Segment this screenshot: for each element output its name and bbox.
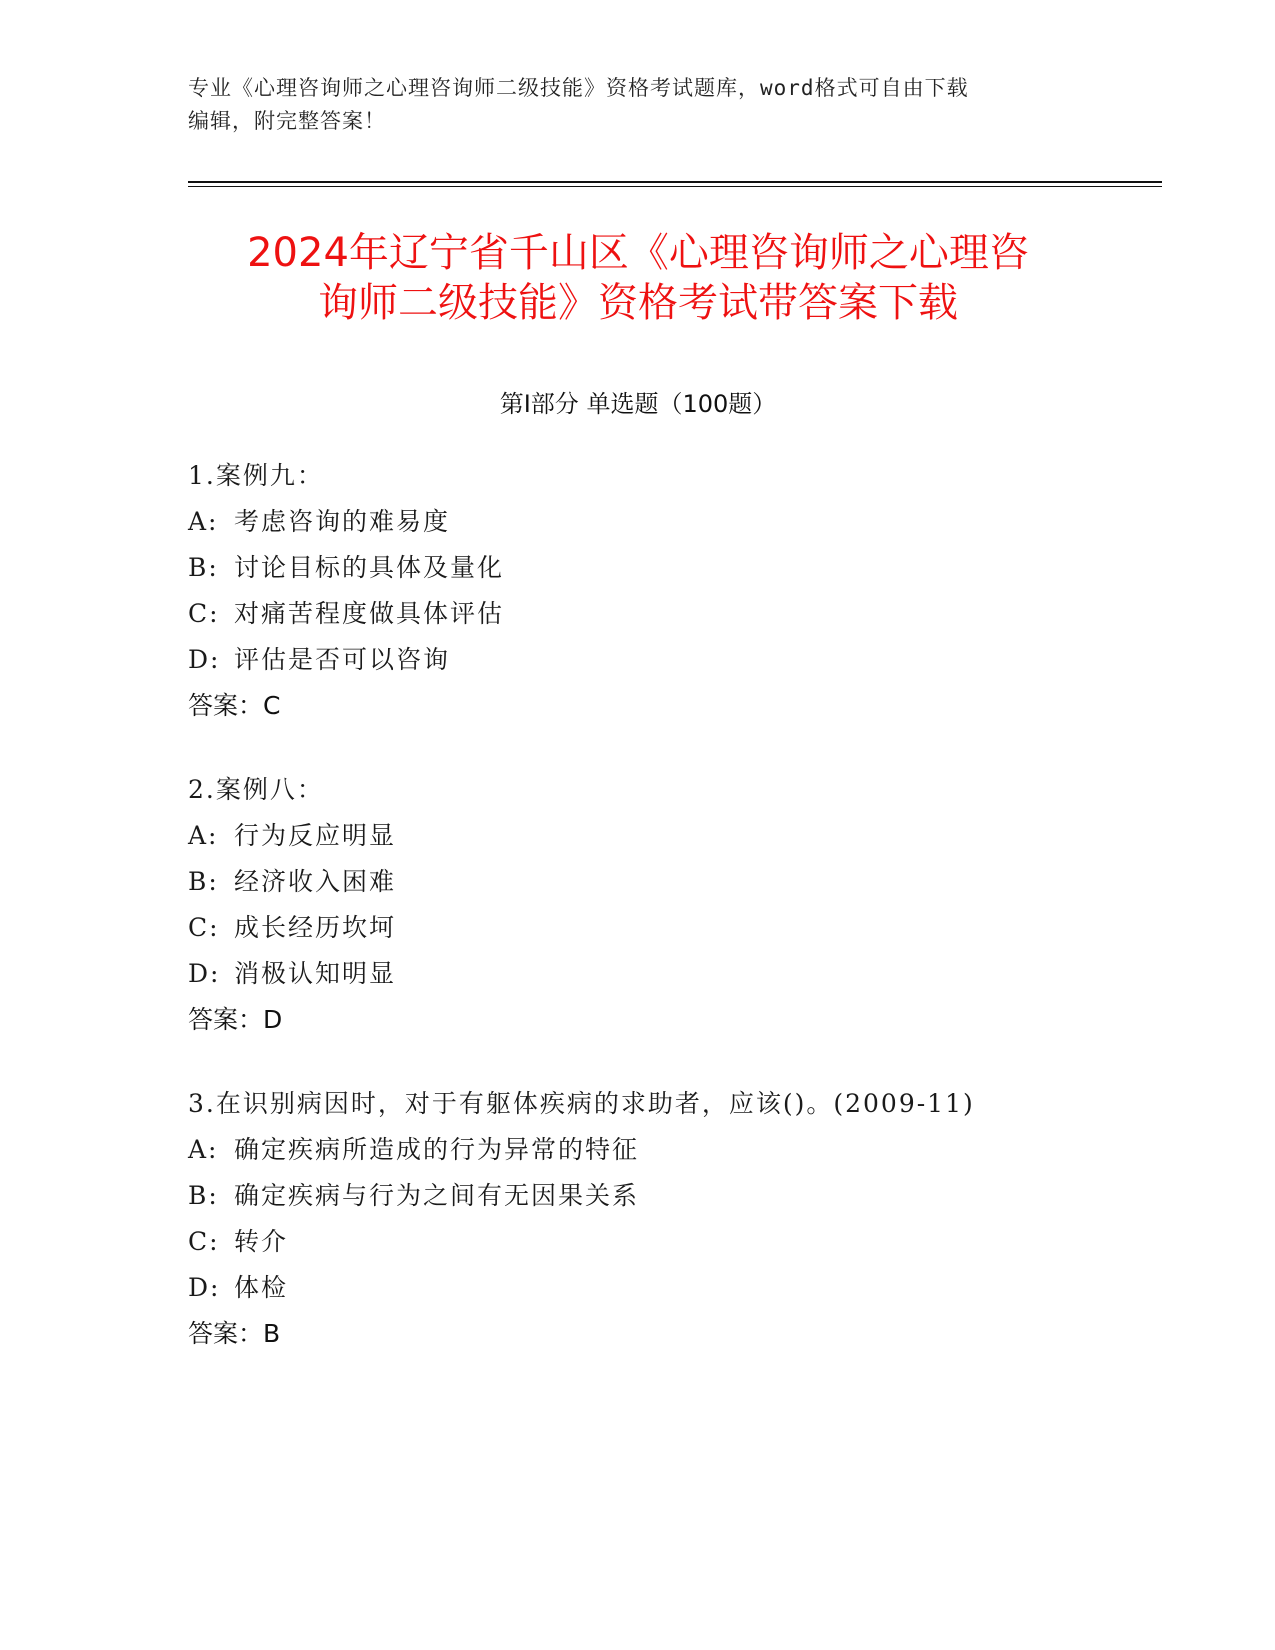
option-c (188, 591, 1188, 637)
option-letter: C: (188, 1227, 220, 1256)
option-b (188, 1173, 1188, 1219)
option-a (188, 813, 1188, 859)
option-text: 讨论目标的具体及量化 (234, 553, 505, 582)
option-c (188, 905, 1188, 951)
question-3 (188, 1081, 1188, 1357)
option-letter: D: (188, 1273, 221, 1302)
option-d (188, 951, 1188, 997)
question-stem: 1.案例九： (188, 461, 324, 490)
option-b (188, 545, 1188, 591)
option-a (188, 499, 1188, 545)
option-letter: D: (188, 645, 221, 674)
answer: 答案：B (188, 1319, 281, 1348)
document-title (188, 228, 1088, 328)
option-letter: A: (188, 821, 219, 850)
option-letter: C: (188, 913, 220, 942)
question-stem: 2.案例八： (188, 775, 324, 804)
option-text: 确定疾病所造成的行为异常的特征 (234, 1135, 640, 1164)
option-d (188, 1265, 1188, 1311)
header-note (188, 72, 1088, 138)
option-a (188, 1127, 1188, 1173)
question-stem: 3.在识别病因时，对于有躯体疾病的求助者，应该()。(2009-11) (188, 1089, 975, 1118)
option-letter: B: (188, 1181, 219, 1210)
option-text: 体检 (234, 1273, 289, 1302)
option-letter: D: (188, 959, 221, 988)
option-text: 确定疾病与行为之间有无因果关系 (234, 1181, 640, 1210)
option-letter: B: (188, 867, 219, 896)
option-text: 评估是否可以咨询 (234, 645, 451, 674)
answer: 答案：D (188, 1005, 283, 1034)
option-c (188, 1219, 1188, 1265)
option-d (188, 637, 1188, 683)
option-text: 考虑咨询的难易度 (234, 507, 451, 536)
section-heading: 第Ⅰ部分 单选题（100题） (499, 390, 777, 418)
header-note-line-2: 编辑，附完整答案！ (188, 109, 386, 133)
option-letter: A: (188, 1135, 219, 1164)
header-divider-thick (188, 181, 1162, 183)
option-letter: A: (188, 507, 219, 536)
header-divider-thin (188, 186, 1162, 187)
option-letter: C: (188, 599, 220, 628)
option-text: 经济收入困难 (234, 867, 397, 896)
header-note-line-1: 专业《心理咨询师之心理咨询师二级技能》资格考试题库，word格式可自由下载 (188, 76, 969, 100)
option-text: 消极认知明显 (234, 959, 397, 988)
document-title-line-1: 2024年辽宁省千山区《心理咨询师之心理咨 (247, 230, 1029, 276)
option-letter: B: (188, 553, 219, 582)
option-text: 转介 (234, 1227, 289, 1256)
answer: 答案：C (188, 691, 281, 720)
option-text: 行为反应明显 (234, 821, 397, 850)
option-text: 对痛苦程度做具体评估 (234, 599, 505, 628)
question-2 (188, 767, 1188, 1043)
option-text: 成长经历坎坷 (234, 913, 397, 942)
question-1 (188, 453, 1188, 729)
document-title-line-2: 询师二级技能》资格考试带答案下载 (318, 280, 958, 326)
option-b (188, 859, 1188, 905)
